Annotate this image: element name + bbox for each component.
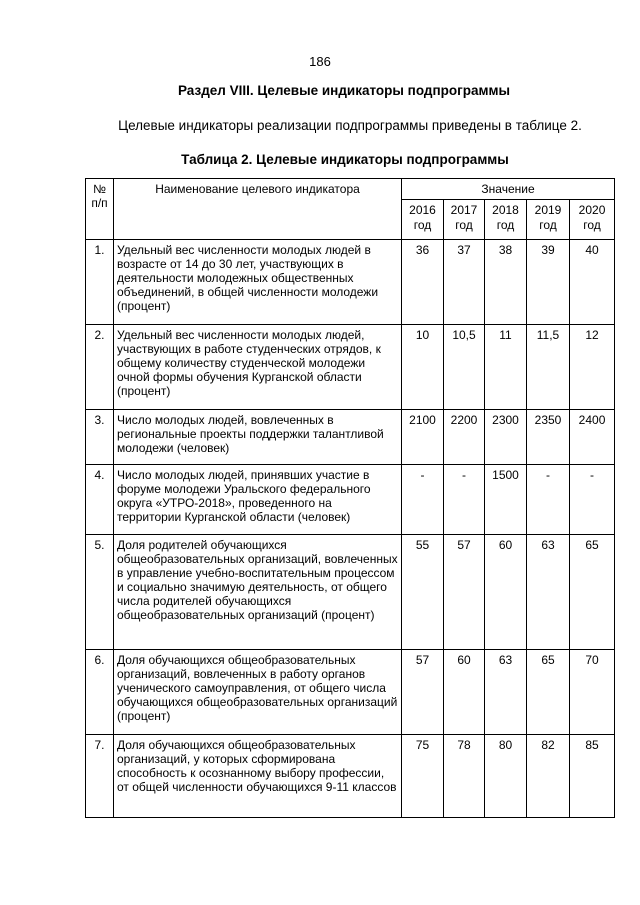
row-num: 3. <box>86 410 114 465</box>
row-name: Удельный вес численности молодых людей, участвующих в работе студенческих отрядов, к общему количеству студенческой молодежи очной формы обучения Курганской области (процент) <box>114 325 402 410</box>
row-value: 85 <box>570 735 615 818</box>
header-year: 2018 год <box>485 200 527 240</box>
row-value: 63 <box>485 650 527 735</box>
row-value: 63 <box>527 535 570 650</box>
row-value: 40 <box>570 240 615 325</box>
row-value: 60 <box>485 535 527 650</box>
row-value: 37 <box>444 240 485 325</box>
row-value: 10 <box>402 325 444 410</box>
row-value: 38 <box>485 240 527 325</box>
table-row <box>86 410 615 465</box>
row-value: - <box>444 465 485 535</box>
row-value: 10,5 <box>444 325 485 410</box>
row-value: 2400 <box>570 410 615 465</box>
header-year: 2019 год <box>527 200 570 240</box>
header-year: 2016 год <box>402 200 444 240</box>
row-name: Удельный вес численности молодых людей в возрасте от 14 до 30 лет, участвующих в деятельности молодежных общественных объединений, в общей численности молодежи (процент) <box>114 240 402 325</box>
row-num: 2. <box>86 325 114 410</box>
row-value: 2300 <box>485 410 527 465</box>
row-value: 80 <box>485 735 527 818</box>
table-row <box>86 240 615 325</box>
row-value: - <box>527 465 570 535</box>
header-name: Наименование целевого индикатора <box>114 179 402 240</box>
row-value: 11,5 <box>527 325 570 410</box>
row-name: Доля родителей обучающихся общеобразовательных организаций, вовлеченных в управление учебно-воспитательным процессом и социально значимую деятельность, от общего числа родителей обучающихся общеобразовательных организаций (процент) <box>114 535 402 650</box>
row-value: - <box>402 465 444 535</box>
row-num: 1. <box>86 240 114 325</box>
row-value: 75 <box>402 735 444 818</box>
row-value: 65 <box>527 650 570 735</box>
indicators-table <box>85 178 615 818</box>
table-row <box>86 650 615 735</box>
row-num: 4. <box>86 465 114 535</box>
page-number: 186 <box>309 54 331 69</box>
row-name: Число молодых людей, принявших участие в форуме молодежи Уральского федерального округа «УТРО-2018», проведенного на территории Курганской области (человек) <box>114 465 402 535</box>
row-name: Число молодых людей, вовлеченных в региональные проекты поддержки талантливой молодежи (человек) <box>114 410 402 465</box>
table-row <box>86 465 615 535</box>
table-title: Таблица 2. Целевые индикаторы подпрограммы <box>181 152 509 167</box>
table-row <box>86 325 615 410</box>
row-value: 36 <box>402 240 444 325</box>
row-value: - <box>570 465 615 535</box>
row-value: 12 <box>570 325 615 410</box>
header-num: № п/п <box>86 179 114 240</box>
row-num: 5. <box>86 535 114 650</box>
header-value: Значение <box>402 179 615 200</box>
table-header-row <box>86 179 615 200</box>
row-value: 57 <box>402 650 444 735</box>
table-row <box>86 535 615 650</box>
row-name: Доля обучающихся общеобразовательных организаций, у которых сформирована способность к осознанному выбору профессии, от общей численности обучающихся 9-11 классов <box>114 735 402 818</box>
row-value: 55 <box>402 535 444 650</box>
row-num: 7. <box>86 735 114 818</box>
row-num: 6. <box>86 650 114 735</box>
row-value: 57 <box>444 535 485 650</box>
section-title: Раздел VIII. Целевые индикаторы подпрограммы <box>177 83 510 98</box>
row-value: 2200 <box>444 410 485 465</box>
row-value: 82 <box>527 735 570 818</box>
row-value: 11 <box>485 325 527 410</box>
header-year: 2017 год <box>444 200 485 240</box>
row-value: 1500 <box>485 465 527 535</box>
row-value: 65 <box>570 535 615 650</box>
row-value: 70 <box>570 650 615 735</box>
row-name: Доля обучающихся общеобразовательных организаций, вовлеченных в работу органов ученического самоуправления, от общего числа обучающихся общеобразовательных организаций (процент) <box>114 650 402 735</box>
row-value: 78 <box>444 735 485 818</box>
row-value: 2100 <box>402 410 444 465</box>
row-value: 39 <box>527 240 570 325</box>
table-row <box>86 735 615 818</box>
intro-text: Целевые индикаторы реализации подпрограммы приведены в таблице 2. <box>118 118 582 133</box>
row-value: 60 <box>444 650 485 735</box>
row-value: 2350 <box>527 410 570 465</box>
header-year: 2020 год <box>570 200 615 240</box>
